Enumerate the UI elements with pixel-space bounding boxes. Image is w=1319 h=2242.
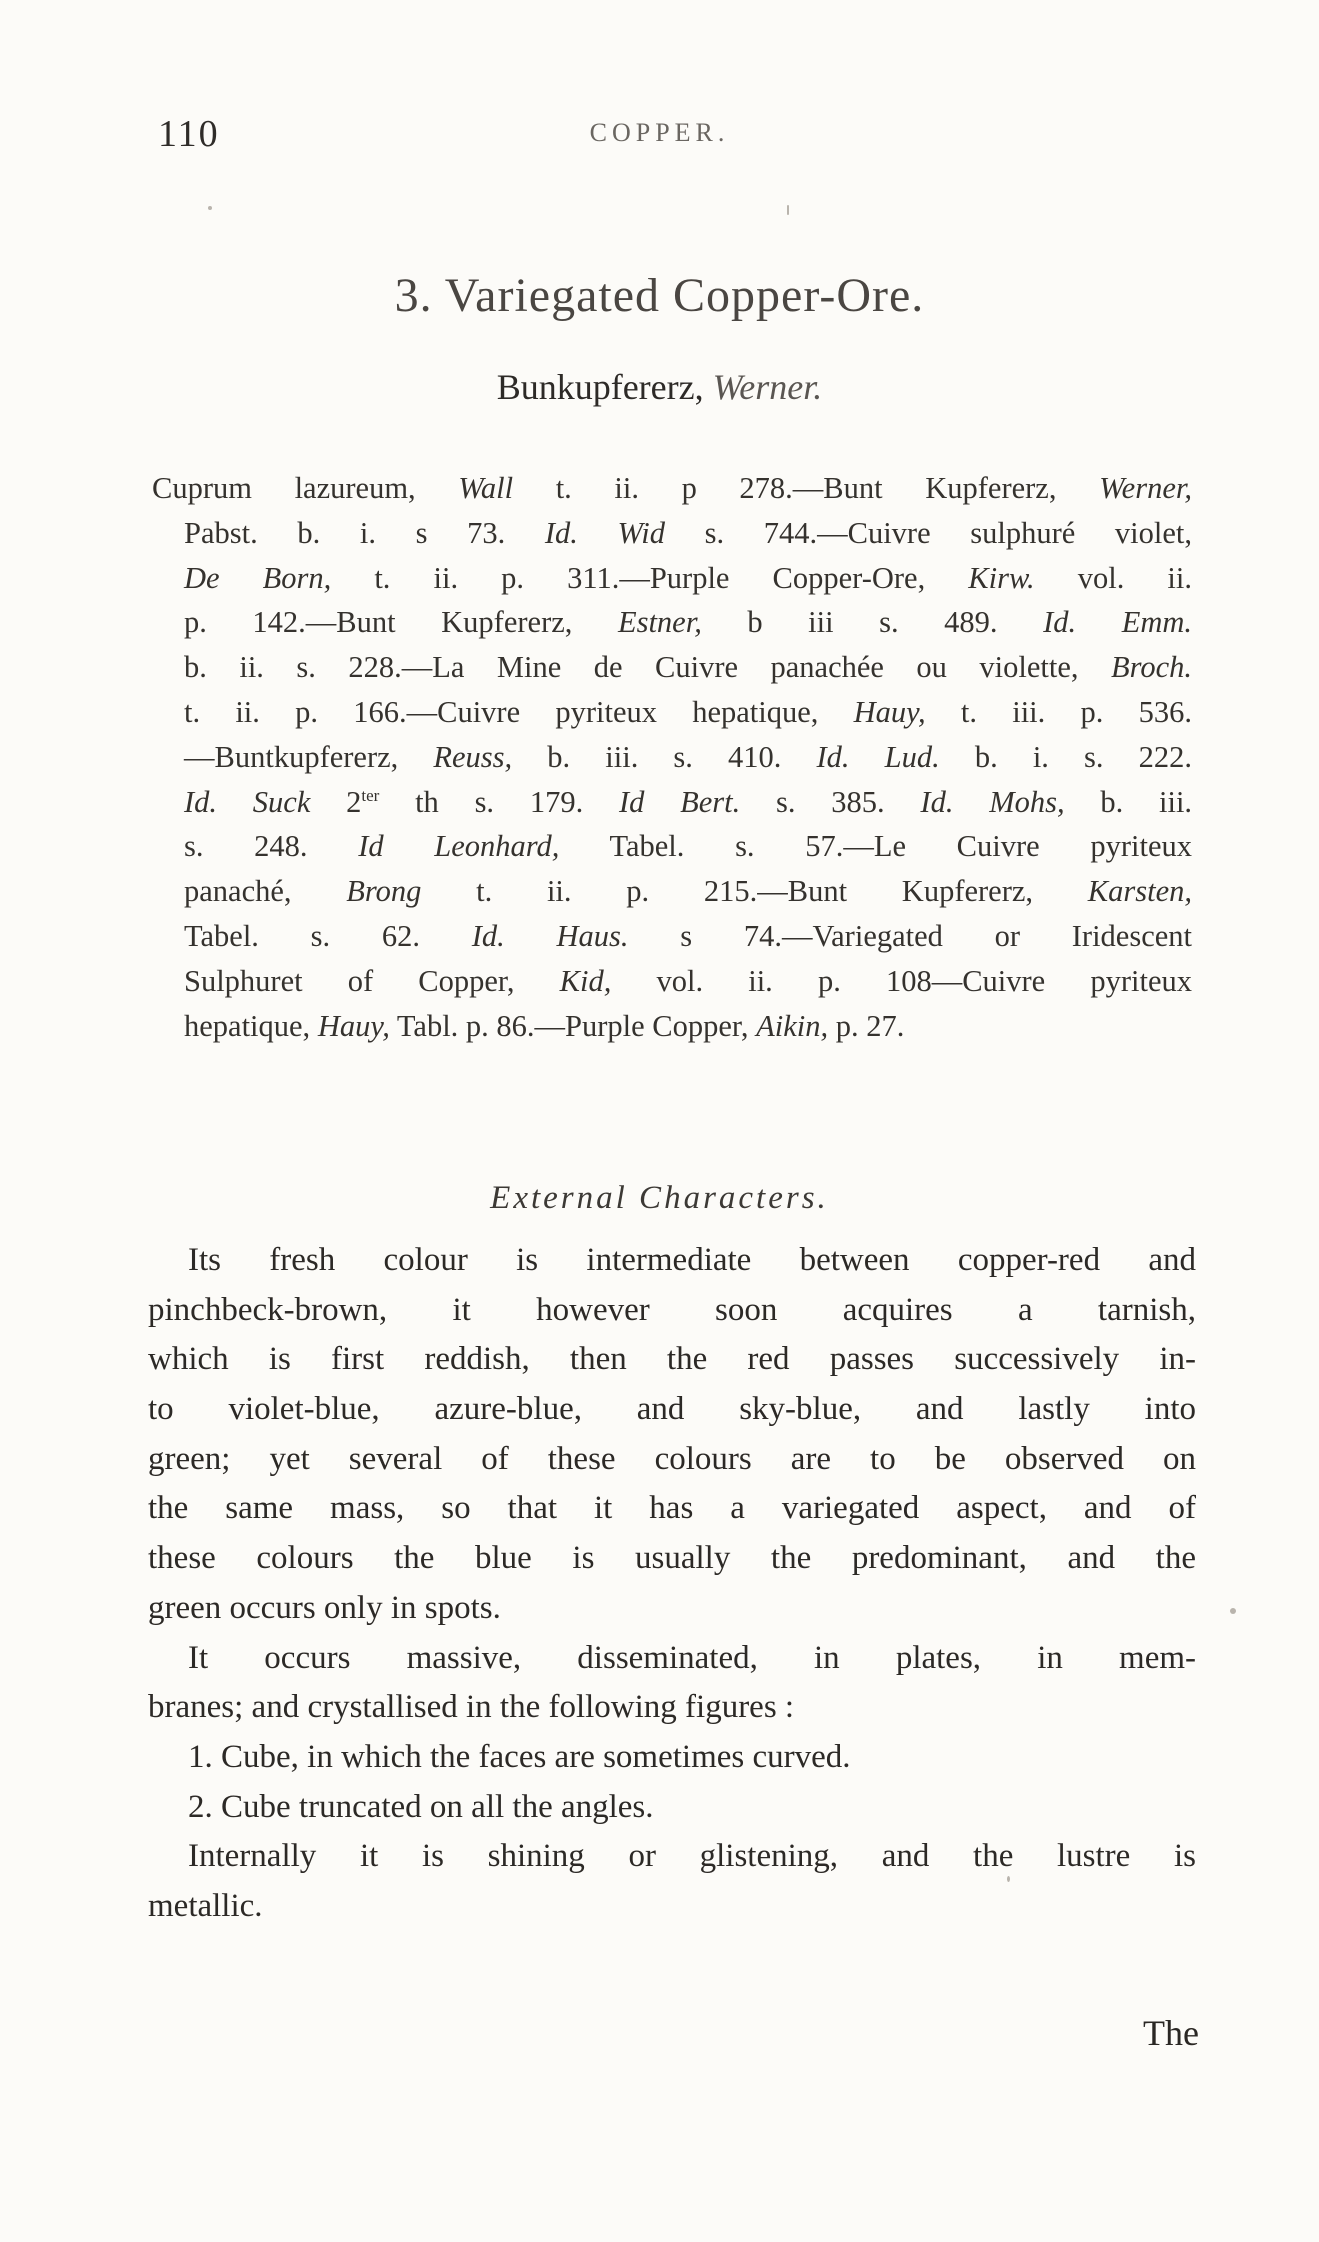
body-line: 2. Cube truncated on all the angles.: [188, 1788, 654, 1825]
citation-text: b. ii. s. 228.—La Mine de Cuivre panachée ou violette,: [184, 650, 1111, 685]
citation-text: t. ii. p. 311.—Purple Copper-Ore,: [331, 560, 969, 595]
synonymy-line: [152, 645, 1192, 690]
citation-text: b iii s. 489.: [701, 605, 1044, 640]
citation-text: s. 385.: [740, 784, 921, 819]
synonymy-line: [152, 1004, 1192, 1049]
synonymy-line: [152, 511, 1192, 556]
synonymy-line: [152, 780, 1192, 825]
citation-author: Id. Haus.: [471, 918, 629, 953]
citation-text: panaché,: [184, 874, 347, 909]
synonymy-line: [152, 600, 1192, 645]
citation-author: Brong: [346, 874, 422, 909]
citation-text: s 74.—Variegated or Iridescent: [628, 918, 1193, 953]
citation-text: Tabel. s. 57.—Le Cuivre pyriteux: [559, 829, 1192, 864]
citation-author: Id. Mohs,: [920, 784, 1065, 819]
citation-text: ter: [361, 785, 380, 805]
citation-text: p. 142.—Bunt Kupfererz,: [184, 605, 618, 640]
citation-author: Kirw.: [968, 560, 1035, 595]
body-line: metallic.: [148, 1887, 263, 1924]
synonymy-block: [152, 466, 1192, 1048]
citation-text: —Buntkupfererz,: [184, 739, 434, 774]
citation-author: De Born,: [184, 560, 332, 595]
german-name: Bunkupfererz,: [496, 367, 704, 407]
synonymy-line: [152, 869, 1192, 914]
synonymy-line: [152, 959, 1192, 1004]
body-line: green; yet several of these colours are to be observed on: [148, 1440, 1196, 1477]
citation-text: vol. ii.: [1034, 560, 1192, 595]
synonymy-line: [152, 466, 1192, 511]
citation-text: t. ii. p. 215.—Bunt Kupfererz,: [421, 874, 1088, 909]
citation-author: Reuss,: [433, 739, 513, 774]
citation-text: t. iii. p. 536.: [925, 694, 1192, 729]
body-text: [148, 1236, 1196, 1932]
citation-author: Id. Emm.: [1043, 605, 1192, 640]
section-title: 3. Variegated Copper-Ore.: [394, 269, 925, 322]
german-name-line: [0, 366, 1319, 408]
citation-text: hepatique,: [184, 1008, 318, 1043]
body-line: to violet-blue, azure-blue, and sky-blue, and lastly into: [148, 1391, 1196, 1428]
citation-text: 2: [310, 784, 362, 819]
citation-text: s. 248.: [184, 829, 359, 864]
citation-author: Id Leonhard,: [358, 829, 560, 864]
body-line: green occurs only in spots.: [148, 1589, 501, 1626]
citation-text: Cuprum lazureum,: [152, 471, 459, 505]
body-line: branes; and crystallised in the following figures :: [148, 1689, 795, 1726]
catchword: The: [1143, 2013, 1199, 2053]
page-number: 110: [158, 113, 220, 155]
citation-author: Broch.: [1110, 650, 1192, 685]
citation-author: Id. Suck: [184, 784, 311, 819]
citation-author: Aikin,: [756, 1008, 829, 1043]
paper-speck: [208, 206, 212, 210]
body-line: these colours the blue is usually the predominant, and the: [148, 1540, 1196, 1577]
body-line: pinchbeck-brown, it however soon acquires a tarnish,: [148, 1291, 1196, 1328]
german-authority: Werner.: [712, 367, 823, 407]
citation-text: Tabel. s. 62.: [184, 918, 472, 953]
citation-author: Kid,: [559, 963, 612, 998]
body-line: the same mass, so that it has a variegated aspect, and of: [148, 1490, 1196, 1527]
citation-author: Id Bert.: [618, 784, 741, 819]
citation-author: Hauy,: [317, 1008, 390, 1043]
citation-author: Estner,: [617, 605, 702, 640]
citation-text: Tabl. p. 86.—Purple Copper,: [389, 1008, 757, 1043]
synonymy-line: [152, 824, 1192, 869]
citation-author: Id. Wid: [544, 515, 665, 550]
body-line: It occurs massive, disseminated, in plates, in mem-: [188, 1639, 1196, 1676]
citation-text: p. 27.: [828, 1008, 905, 1043]
synonymy-line: [152, 914, 1192, 959]
citation-text: b. iii. s. 410.: [512, 739, 817, 774]
citation-author: Karsten,: [1087, 874, 1192, 909]
citation-author: Wall: [458, 471, 514, 505]
body-line: Internally it is shining or glistening, and the lustre is: [188, 1838, 1196, 1875]
body-line: 1. Cube, in which the faces are sometimes curved.: [188, 1738, 851, 1775]
citation-author: Hauy,: [853, 694, 926, 729]
citation-text: th s. 179.: [379, 784, 619, 819]
synonymy-line: [152, 690, 1192, 735]
citation-text: vol. ii. p. 108—Cuivre pyriteux: [611, 963, 1193, 998]
running-title: COPPER.: [589, 118, 730, 147]
synonymy-line: [152, 556, 1192, 601]
paper-speck: [787, 205, 789, 215]
synonymy-line: [152, 735, 1192, 780]
citation-text: Sulphuret of Copper,: [184, 963, 560, 998]
paper-speck: [1007, 1876, 1010, 1882]
body-line: Its fresh colour is intermediate between copper-red and: [188, 1242, 1196, 1278]
citation-text: s. 744.—Cuivre sulphuré violet,: [664, 515, 1192, 550]
citation-author: Id. Lud.: [816, 739, 940, 774]
citation-text: b. iii.: [1064, 784, 1193, 819]
citation-text: t. ii. p. 166.—Cuivre pyriteux hepatique,: [184, 694, 854, 729]
citation-author: Werner,: [1099, 471, 1192, 505]
body-line: which is first reddish, then the red passes successively in-: [148, 1341, 1196, 1378]
running-head: [158, 112, 1161, 156]
citation-text: Pabst. b. i. s 73.: [184, 515, 545, 550]
citation-text: b. i. s. 222.: [939, 739, 1193, 774]
subheading: External Characters.: [490, 1180, 829, 1216]
paper-speck: [1230, 1608, 1236, 1614]
citation-text: t. ii. p 278.—Bunt Kupfererz,: [513, 471, 1100, 505]
